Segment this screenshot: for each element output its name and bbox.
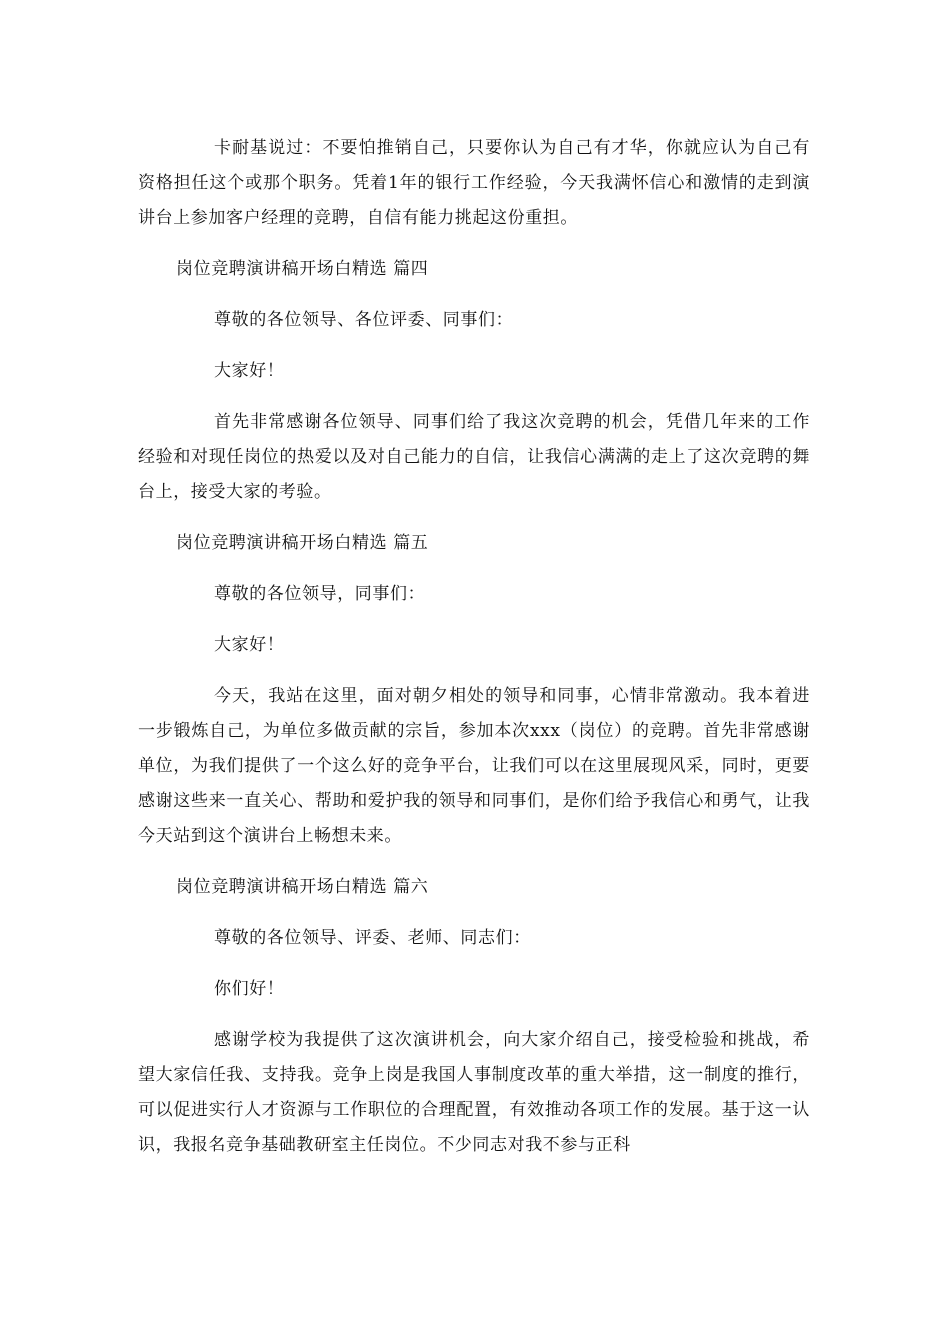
paragraph-today: 今天，我站在这里，面对朝夕相处的领导和同事，心情非常激动。我本着进一步锻炼自己，为单位多做贡献的宗旨，参加本次xxx（岗位）的竞聘。首先非常感谢单位，为我们提供了一个这么好的竞争平台，让我们可以在这里展现风采，同时，更要感谢这些来一直关心、帮助和爱护我的领导和同事们，是你们给予我信心和勇气，让我今天站到这个演讲台上畅想未来。: [138, 686, 810, 846]
section-heading-4: 岗位竞聘演讲稿开场白精选 篇四: [176, 259, 429, 279]
greeting: 大家好！: [214, 361, 285, 381]
section-heading-6: 岗位竞聘演讲稿开场白精选 篇六: [176, 877, 429, 897]
paragraph-school: 感谢学校为我提供了这次演讲机会，向大家介绍自己，接受检验和挑战，希望大家信任我、支持我。竞争上岗是我国人事制度改革的重大举措，这一制度的推行，可以促进实行人才资源与工作职位的合理配置，有效推动各项工作的发展。基于这一认识，我报名竞争基础教研室主任岗位。不少同志对我不参与正科: [138, 1030, 810, 1155]
salutation: 尊敬的各位领导，同事们：: [214, 584, 426, 604]
greeting: 你们好！: [214, 979, 285, 999]
section-heading-5: 岗位竞聘演讲稿开场白精选 篇五: [176, 533, 429, 553]
paragraph-carnegie-quote: 卡耐基说过：不要怕推销自己，只要你认为自己有才华，你就应认为自己有资格担任这个或那个职务。凭着1年的银行工作经验，今天我满怀信心和激情的走到演讲台上参加客户经理的竞聘，自信有能力挑起这份重担。: [138, 138, 810, 228]
salutation: 尊敬的各位领导、各位评委、同事们：: [214, 310, 514, 330]
paragraph-thanks: 首先非常感谢各位领导、同事们给了我这次竞聘的机会，凭借几年来的工作经验和对现任岗位的热爱以及对自己能力的自信，让我信心满满的走上了这次竞聘的舞台上，接受大家的考验。: [138, 412, 810, 502]
document-body: [138, 131, 810, 1163]
salutation: 尊敬的各位领导、评委、老师、同志们：: [214, 928, 531, 948]
greeting: 大家好！: [214, 635, 285, 655]
